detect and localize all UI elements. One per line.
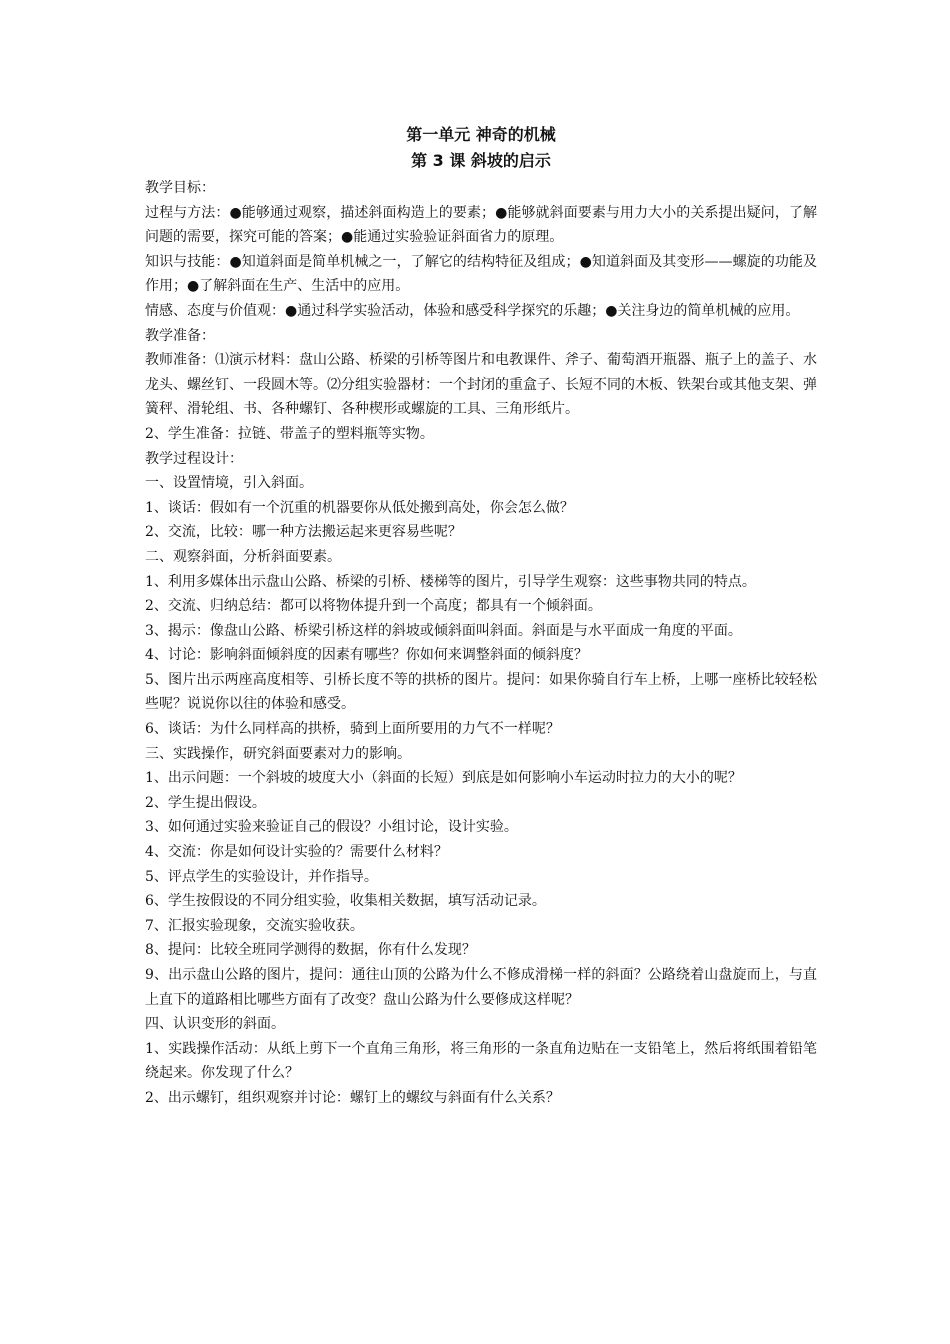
paragraph: 1、出示问题：一个斜坡的坡度大小（斜面的长短）到底是如何影响小车运动时拉力的大小的呢？ (145, 770, 742, 787)
paragraph: 6、谈话：为什么同样高的拱桥，骑到上面所要用的力气不一样呢？ (145, 721, 560, 738)
paragraph: 6、学生按假设的不同分组实验，收集相关数据，填写活动记录。 (145, 893, 546, 910)
lesson-title: 第 3 课 斜坡的启示 (411, 151, 551, 170)
paragraph: 2、交流，比较：哪一种方法搬运起来更容易些呢？ (145, 524, 462, 541)
paragraph: 5、评点学生的实验设计，并作指导。 (145, 868, 378, 885)
paragraph: 情感、态度与价值观：●通过科学实验活动，体验和感受科学探究的乐趣；●关注身边的简单机械的应用。 (145, 302, 800, 319)
unit-title: 第一单元 神奇的机械 (406, 125, 556, 144)
paragraph: 一、设置情境，引入斜面。 (145, 475, 313, 492)
paragraph: 教学过程设计： (145, 450, 243, 467)
paragraph: 三、实践操作，研究斜面要素对力的影响。 (145, 745, 411, 762)
paragraph: 4、讨论：影响斜面倾斜度的因素有哪些？你如何来调整斜面的倾斜度？ (145, 647, 588, 664)
paragraph: 8、提问：比较全班同学测得的数据，你有什么发现？ (145, 942, 476, 959)
paragraph: 教师准备：⑴演示材料：盘山公路、桥梁的引桥等图片和电教课件、斧子、葡萄酒开瓶器、瓶子上的盖子、水龙头、螺丝钉、一段圆木等。⑵分组实验器材：一个封闭的重盒子、长短不同的木板、铁架台或其他支架、弹簧秤、滑轮组、书、各种螺钉、各种楔形或螺旋的工具、三角形纸片。 (145, 352, 817, 418)
paragraph: 4、交流：你是如何设计实验的？需要什么材料？ (145, 844, 448, 861)
paragraph: 9、出示盘山公路的图片，提问：通往山顶的公路为什么不修成滑梯一样的斜面？公路绕着山盘旋而上，与直上直下的道路相比哪些方面有了改变？盘山公路为什么要修成这样呢？ (145, 967, 817, 1008)
paragraph: 1、实践操作活动：从纸上剪下一个直角三角形，将三角形的一条直角边贴在一支铅笔上，然后将纸围着铅笔绕起来。你发现了什么？ (145, 1040, 817, 1082)
paragraph: 过程与方法：●能够通过观察，描述斜面构造上的要素；●能够就斜面要素与用力大小的关系提出疑问，了解问题的需要，探究可能的答案；●能通过实验验证斜面省力的原理。 (145, 204, 817, 246)
paragraph: 2、出示螺钉，组织观察并讨论：螺钉上的螺纹与斜面有什么关系？ (145, 1089, 560, 1106)
paragraph: 教学目标： (145, 180, 215, 196)
document-page (145, 122, 817, 1111)
paragraph: 2、学生准备：拉链、带盖子的塑料瓶等实物。 (145, 425, 434, 442)
paragraph: 7、汇报实验现象，交流实验收获。 (145, 917, 364, 934)
paragraph: 二、观察斜面，分析斜面要素。 (145, 548, 341, 565)
paragraph: 四、认识变形的斜面。 (145, 1016, 285, 1033)
paragraph: 知识与技能：●知道斜面是简单机械之一，了解它的结构特征及组成；●知道斜面及其变形——螺旋的功能及作用；●了解斜面在生产、生活中的应用。 (145, 253, 817, 295)
paragraph: 1、利用多媒体出示盘山公路、桥梁的引桥、楼梯等的图片，引导学生观察：这些事物共同的特点。 (145, 573, 756, 590)
paragraph: 5、图片出示两座高度相等、引桥长度不等的拱桥的图片。提问：如果你骑自行车上桥，上哪一座桥比较轻松些呢？说说你以往的体验和感受。 (145, 671, 817, 713)
paragraph: 3、揭示：像盘山公路、桥梁引桥这样的斜坡或倾斜面叫斜面。斜面是与水平面成一角度的平面。 (145, 622, 742, 639)
paragraph: 教学准备： (145, 327, 215, 344)
lesson-body (145, 176, 817, 1111)
paragraph: 2、学生提出假设。 (145, 794, 266, 811)
paragraph: 3、如何通过实验来验证自己的假设？小组讨论，设计实验。 (145, 819, 518, 836)
paragraph: 1、谈话：假如有一个沉重的机器要你从低处搬到高处，你会怎么做？ (145, 499, 574, 516)
paragraph: 2、交流、归纳总结：都可以将物体提升到一个高度；都具有一个倾斜面。 (145, 598, 602, 615)
